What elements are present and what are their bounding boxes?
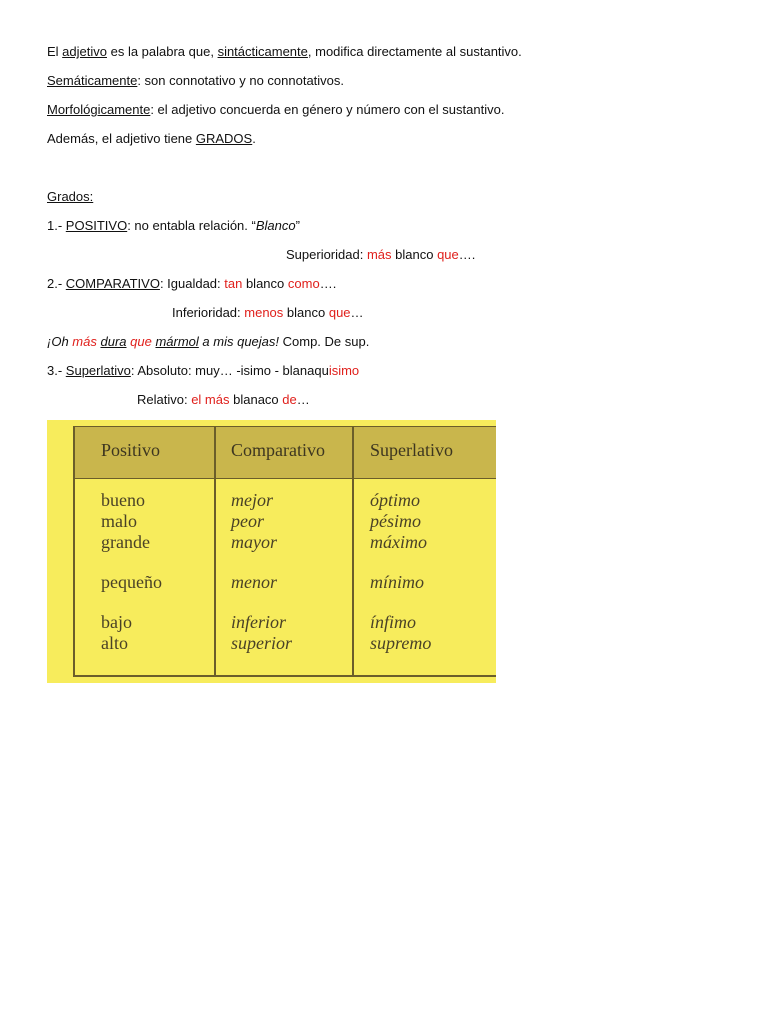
grados-intro-line <box>47 130 256 148</box>
cell: malo <box>101 511 137 531</box>
cell: ínfimo <box>370 612 417 632</box>
text: ” <box>295 218 300 233</box>
highlight: de <box>282 392 297 407</box>
highlight: más <box>72 334 97 349</box>
cell: peor <box>231 511 264 531</box>
text: blanco <box>391 247 438 262</box>
highlight: que <box>437 247 459 262</box>
cell: mayor <box>231 532 277 552</box>
cell: menor <box>231 572 277 592</box>
text: Comp. De sup. <box>279 334 370 349</box>
cell: pequeño <box>101 572 162 592</box>
highlight: más <box>366 247 392 262</box>
term-dura: dura <box>100 334 127 349</box>
cell: grande <box>101 532 150 552</box>
cell: mínimo <box>370 572 424 592</box>
column-superlativo <box>370 490 431 654</box>
superioridad-line <box>286 246 475 264</box>
term-positivo: POSITIVO <box>65 218 128 233</box>
text: : Absoluto: muy… -isimo - blanaqu <box>130 363 329 378</box>
text: 1.- <box>47 218 66 233</box>
cell: alto <box>101 633 128 653</box>
highlight: el más <box>191 392 230 407</box>
column-divider <box>352 426 354 677</box>
cell: bajo <box>101 612 132 632</box>
degrees-table <box>73 426 496 677</box>
text: . <box>252 131 256 146</box>
text: a mis quejas! <box>198 334 280 349</box>
term-sintacticamente: sintácticamente <box>217 44 308 59</box>
column-comparativo <box>231 490 292 654</box>
text: blanco <box>242 276 288 291</box>
term-adjetivo: adjetivo <box>62 44 107 59</box>
cell: supremo <box>370 633 432 653</box>
text: Inferioridad: <box>172 305 245 320</box>
text: : no entabla relación. “ <box>127 218 256 233</box>
text: : el adjetivo concuerda en género y número con el sustantivo. <box>150 102 505 117</box>
text: 3.- <box>47 363 66 378</box>
header-superlativo: Superlativo <box>370 440 453 460</box>
table-border <box>73 675 496 677</box>
cell: pésimo <box>370 511 421 531</box>
grados-heading <box>47 188 93 206</box>
text: 2.- <box>47 276 66 291</box>
positivo-line <box>47 217 300 235</box>
text: El <box>47 44 63 59</box>
table-border <box>73 426 75 677</box>
definition-line <box>47 43 522 61</box>
superlativo-line <box>47 362 359 380</box>
text: , modifica directamente al sustantivo. <box>307 44 522 59</box>
example-sentence-line <box>47 333 369 351</box>
degrees-table-image <box>47 420 496 683</box>
morphologic-line <box>47 101 504 119</box>
highlight: como <box>287 276 320 291</box>
relativo-line <box>137 391 310 409</box>
term-morfologicamente: Morfológicamente <box>47 102 151 117</box>
text: Además, el adjetivo tiene <box>47 131 196 146</box>
comparativo-line <box>47 275 336 293</box>
semantic-line <box>47 72 344 90</box>
text: blanco <box>283 305 329 320</box>
header-comparativo: Comparativo <box>231 440 325 460</box>
term-marmol: mármol <box>155 334 199 349</box>
text: Superioridad: <box>286 247 367 262</box>
highlight: isimo <box>328 363 360 378</box>
cell: bueno <box>101 490 145 510</box>
highlight: tan <box>224 276 243 291</box>
inferioridad-line <box>172 304 364 322</box>
text: …. <box>458 247 476 262</box>
text: … <box>350 305 364 320</box>
text: : Igualdad: <box>159 276 225 291</box>
text: es la palabra que, <box>106 44 218 59</box>
text: Relativo: <box>137 392 192 407</box>
highlight: que <box>328 305 351 320</box>
term-superlativo: Superlativo <box>65 363 131 378</box>
cell: máximo <box>370 532 427 552</box>
cell: óptimo <box>370 490 421 510</box>
highlight: menos <box>244 305 284 320</box>
column-divider <box>214 426 216 677</box>
example-blanco: Blanco <box>255 218 296 233</box>
heading-grados: Grados: <box>47 189 94 204</box>
text: ¡Oh <box>47 334 73 349</box>
text: … <box>296 392 310 407</box>
header-positivo: Positivo <box>101 440 161 460</box>
column-positivo <box>101 490 162 654</box>
cell: mejor <box>231 490 273 510</box>
term-comparativo: COMPARATIVO <box>65 276 160 291</box>
term-semanticamente: Semáticamente <box>47 73 138 88</box>
highlight: que <box>130 334 152 349</box>
cell: inferior <box>231 612 287 632</box>
text: : son connotativo y no connotativos. <box>137 73 345 88</box>
text: …. <box>319 276 337 291</box>
cell: superior <box>231 633 293 653</box>
text: blanaco <box>229 392 283 407</box>
table-header <box>73 426 496 479</box>
term-grados: GRADOS <box>195 131 253 146</box>
